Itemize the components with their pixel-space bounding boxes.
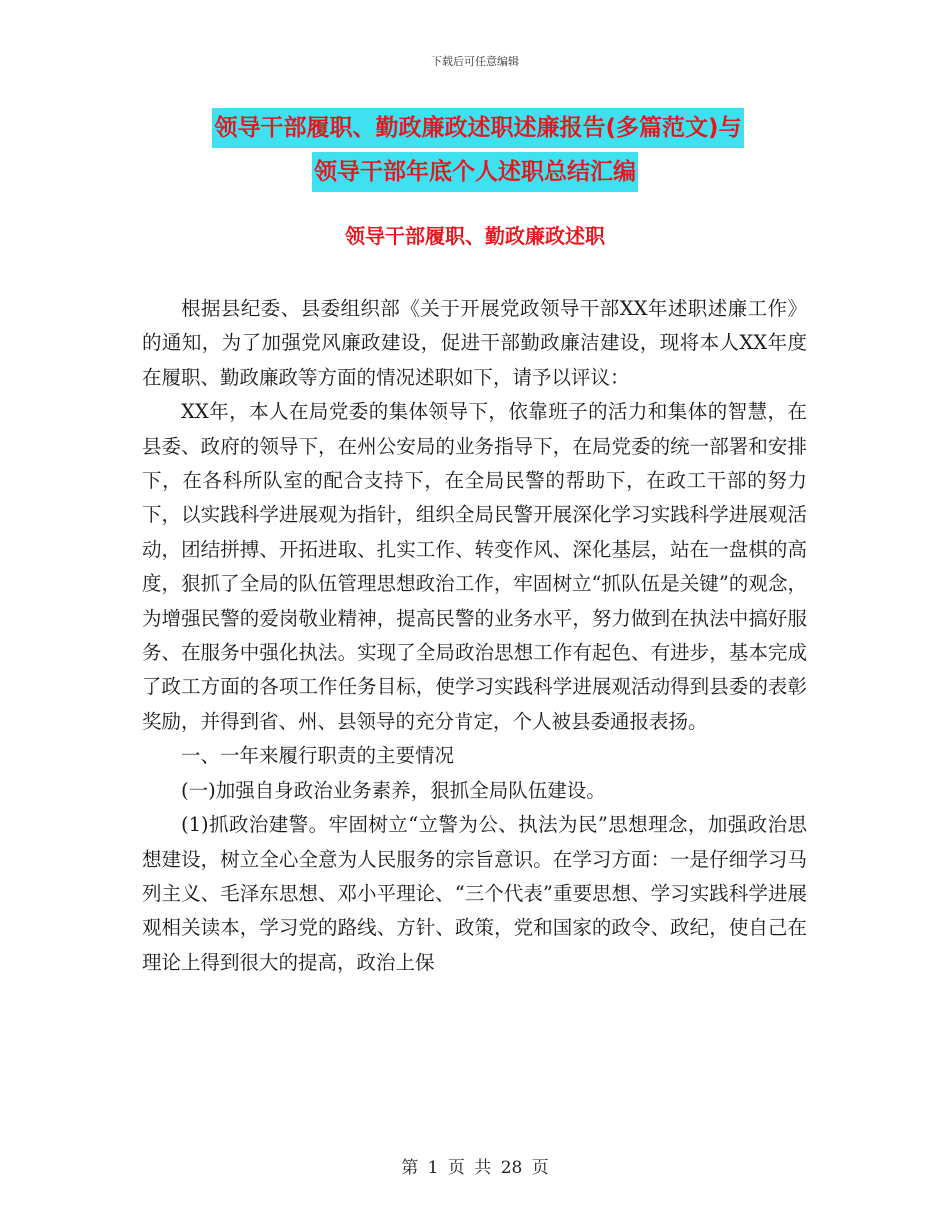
page-number: 第 1 页 共 28 页 bbox=[401, 1158, 549, 1178]
paragraph-political-building: (1)抓政治建警。牢固树立“立警为公、执法为民”思想理念，加强政治思想建设，树立全心全意为人民服务的宗旨意识。在学习方面：一是仔细学习马列主义、毛泽东思想、邓小平理论、“三个代表”重要思想、学习实践科学进展观相关读本，学习党的路线、方针、政策，党和国家的政令、政纪，使自己在理论上得到很大的提高，政治上保 bbox=[142, 813, 807, 974]
subheading-team-building: (一)加强自身政治业务素养，狠抓全局队伍建设。 bbox=[181, 778, 606, 802]
document-body bbox=[142, 292, 807, 980]
document-title bbox=[0, 108, 950, 192]
paragraph-summary: XX年，本人在局党委的集体领导下，依靠班子的活力和集体的智慧，在县委、政府的领导下，在州公安局的业务指导下，在局党委的统一部署和安排下，在各科所队室的配合支持下，在全局民警的帮助下，在政工干部的努力下，以实践科学进展观为指针，组织全局民警开展深化学习实践科学进展观活动，团结拼搏、开拓进取、扎实工作、转变作风、深化基层，站在一盘棋的高度，狠抓了全局的队伍管理思想政治工作，牢固树立“抓队伍是关键”的观念，为增强民警的爱岗敬业精神，提高民警的业务水平，努力做到在执法中搞好服务、在服务中强化执法。实现了全局政治思想工作有起色、有进步，基本完成了政工方面的各项工作任务目标，使学习实践科学进展观活动得到县委的表彰奖励，并得到省、州、县领导的充分肯定，个人被县委通报表扬。 bbox=[142, 400, 807, 733]
heading-duties: 一、一年来履行职责的主要情况 bbox=[181, 744, 455, 768]
paragraph-intro: 根据县纪委、县委组织部《关于开展党政领导干部XX年述职述廉工作》的通知，为了加强党风廉政建设，促进干部勤政廉洁建设，现将本人XX年度在履职、勤政廉政等方面的情况述职如下，请予以评议： bbox=[142, 297, 807, 389]
page-header-note: 下载后可任意编辑 bbox=[431, 55, 519, 68]
document-title-line-2: 领导干部年底个人述职总结汇编 bbox=[312, 152, 638, 192]
section-title: 领导干部履职、勤政廉政述职 bbox=[345, 224, 605, 248]
document-title-line-1: 领导干部履职、勤政廉政述职述廉报告(多篇范文)与 bbox=[212, 108, 743, 148]
